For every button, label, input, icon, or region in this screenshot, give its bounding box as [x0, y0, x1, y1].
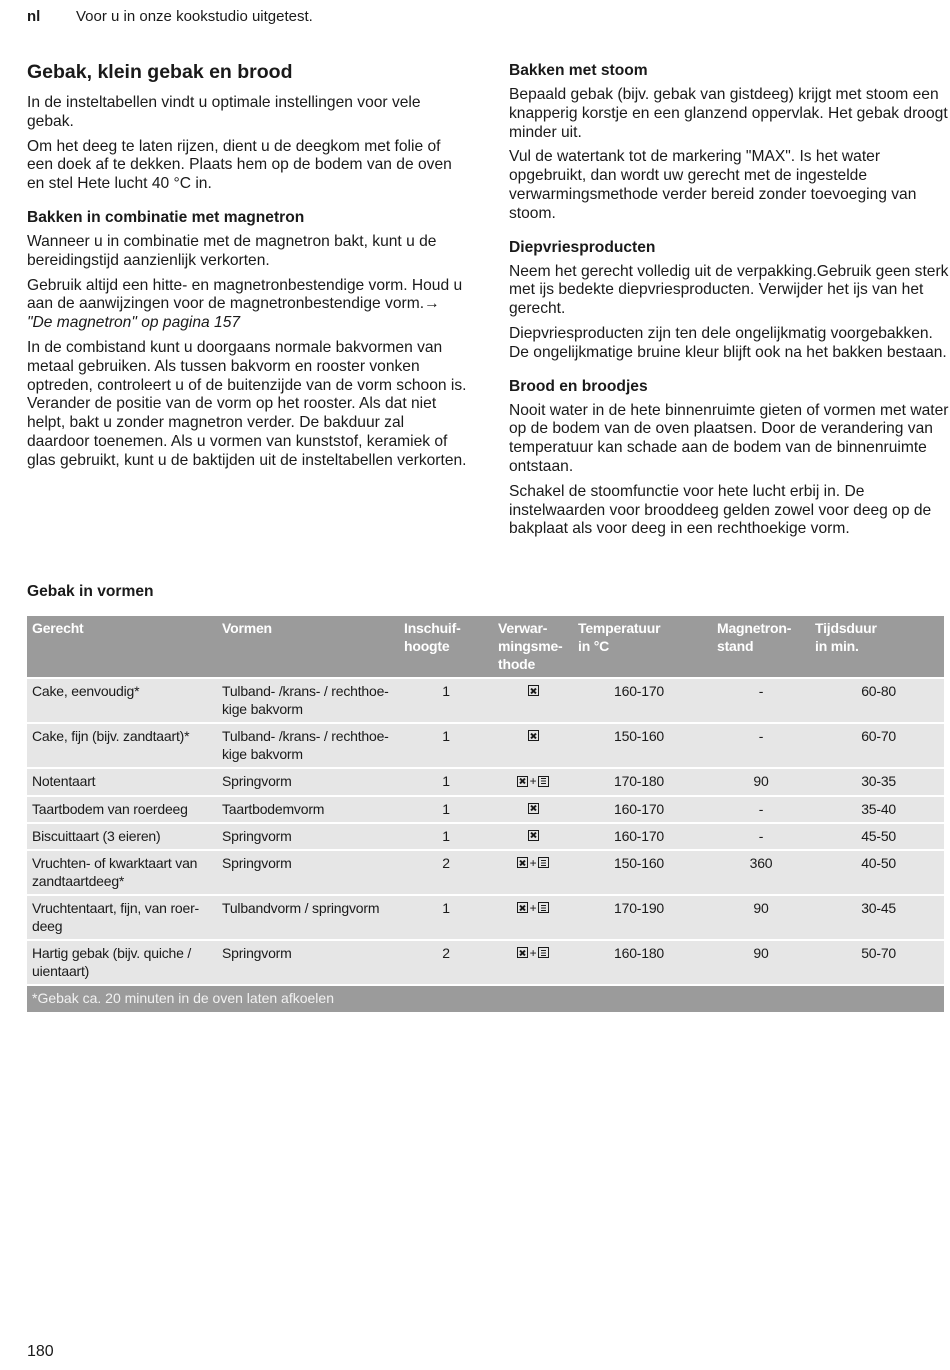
table-footnote: *Gebak ca. 20 minuten in de oven laten afkoelen	[27, 985, 944, 1012]
arrow-icon: →	[424, 295, 440, 313]
table-cell-inschuif: 1	[399, 823, 493, 850]
paragraph: Wanneer u in combinatie met de magnetron bakt, kunt u de bereidingstijd aanzienlijk verkorten.	[27, 232, 437, 269]
paragraph: Om het deeg te laten rijzen, dient u de deegkom met folie of een doek af te dekken. Plaats hem op de bodem van de oven en stel Hete lucht 40 °C in.	[27, 137, 452, 193]
table-cell-inschuif: 1	[399, 796, 493, 823]
settings-table	[27, 616, 944, 1012]
table-cell-tijd: 30-45	[810, 895, 944, 940]
microwave-icon	[538, 857, 549, 868]
heating-mode	[528, 830, 539, 841]
table-cell-inschuif: 1	[399, 768, 493, 796]
column-header: Tijdsduur in min.	[810, 616, 944, 678]
left-column	[27, 58, 467, 477]
table-cell-magnetron: -	[712, 678, 810, 723]
subheading-magnetron: Bakken in combinatie met magnetron	[27, 208, 305, 226]
convection-fan-icon	[528, 685, 539, 696]
table-row	[27, 796, 944, 823]
table-cell-vormen: Tulbandvorm / springvorm	[217, 895, 399, 940]
table-row	[27, 850, 944, 895]
table-cell-vormen: Taartbodemvorm	[217, 796, 399, 823]
table-cell-tijd: 35-40	[810, 796, 944, 823]
convection-fan-icon	[528, 830, 539, 841]
table-row	[27, 723, 944, 768]
table-row	[27, 768, 944, 796]
microwave-icon	[538, 776, 549, 787]
table-row	[27, 940, 944, 985]
column-header: Temperatuur in °C	[573, 616, 712, 678]
table-row	[27, 823, 944, 850]
table-cell-tijd: 30-35	[810, 768, 944, 796]
paragraph: Vul de watertank tot de markering "MAX". Is het water opgebruikt, dan wordt uw gerecht met de ingestelde verwarmingsmethode verder bereid zonder toevoeging van stoom.	[509, 148, 917, 222]
table-cell-temp: 160-180	[573, 940, 712, 985]
convection-fan-icon	[528, 803, 539, 814]
table-cell-inschuif: 2	[399, 850, 493, 895]
heating-mode	[517, 944, 550, 962]
table-cell-temp: 160-170	[573, 823, 712, 850]
heating-mode	[528, 730, 539, 741]
table-footnote-row	[27, 985, 944, 1012]
convection-fan-icon	[517, 857, 528, 868]
convection-fan-icon	[517, 902, 528, 913]
table-row	[27, 895, 944, 940]
plus-sign: +	[529, 774, 537, 788]
convection-fan-icon	[517, 776, 528, 787]
heating-mode-cell	[493, 723, 573, 768]
column-header: Vormen	[217, 616, 399, 678]
heating-mode-cell	[493, 678, 573, 723]
plus-sign: +	[529, 945, 537, 960]
table-cell-vormen: Springvorm	[217, 850, 399, 895]
table-cell-gerecht: Taartbodem van roerdeeg	[27, 796, 217, 823]
table-cell-magnetron: 360	[712, 850, 810, 895]
plus-sign: +	[529, 855, 537, 870]
table-cell-inschuif: 1	[399, 678, 493, 723]
table-title: Gebak in vormen	[27, 583, 154, 600]
column-header: Verwar- mingsme- thode	[493, 616, 573, 678]
subheading-diepvries: Diepvriesproducten	[509, 238, 656, 256]
table-cell-temp: 150-160	[573, 723, 712, 768]
paragraph-text: Gebruik altijd een hitte- en magnetronbestendige vorm. Houd u aan de aanwijzingen voor de magnetronbestendige vorm.	[27, 276, 463, 313]
table-cell-gerecht: Cake, eenvoudig*	[27, 678, 217, 723]
table-body	[27, 678, 944, 985]
table-cell-gerecht: Vruchtentaart, fijn, van roer-deeg	[27, 895, 217, 940]
table-cell-gerecht: Biscuittaart (3 eieren)	[27, 823, 217, 850]
heating-mode-cell	[493, 895, 573, 940]
paragraph: Schakel de stoomfunctie voor hete lucht erbij in. De instelwaarden voor brooddeeg gelden zowel voor deeg op de bakplaat als voor deeg in een rechthoekige vorm.	[509, 482, 932, 538]
heating-mode-cell	[493, 823, 573, 850]
subheading-stoom: Bakken met stoom	[509, 62, 648, 79]
table-cell-temp: 160-170	[573, 678, 712, 723]
paragraph: In de combistand kunt u doorgaans normale bakvormen van metaal gebruiken. Als tussen bakvorm en rooster vonken optreden, controleert u of de buitenzijde van de vorm schoon is. Verander de positie van de vorm op het rooster. Als dat niet helpt, bakt u zonder magnetron verder. De bakduur zal daardoor toenemen. Als u vormen van kunststof, keramiek of glas gebruikt, kunt u de baktijden uit de insteltabellen verkorten.	[27, 338, 467, 469]
table-cell-temp: 170-180	[573, 768, 712, 796]
table-cell-gerecht: Hartig gebak (bijv. quiche / uientaart)	[27, 940, 217, 985]
table-cell-inschuif: 2	[399, 940, 493, 985]
right-column	[509, 58, 949, 545]
page-number: 180	[27, 1343, 54, 1360]
table-cell-magnetron: -	[712, 723, 810, 768]
paragraph: Diepvriesproducten zijn ten dele ongelijkmatig voorgebakken. De ongelijkmatige bruine kleur blijft ook na het bakken bestaan.	[509, 324, 947, 361]
table-cell-magnetron: -	[712, 796, 810, 823]
table-cell-tijd: 40-50	[810, 850, 944, 895]
column-header: Inschuif- hoogte	[399, 616, 493, 678]
table-cell-temp: 160-170	[573, 796, 712, 823]
column-header: Magnetron- stand	[712, 616, 810, 678]
language-code: nl	[27, 8, 41, 25]
table-cell-vormen: Tulband- /krans- / rechthoe-kige bakvorm	[217, 723, 399, 768]
column-header: Gerecht	[27, 616, 217, 678]
table-cell-gerecht: Cake, fijn (bijv. zandtaart)*	[27, 723, 217, 768]
heating-mode	[528, 685, 539, 696]
table-cell-tijd: 45-50	[810, 823, 944, 850]
heating-mode-cell	[493, 850, 573, 895]
table-cell-magnetron: 90	[712, 940, 810, 985]
table-cell-gerecht: Notentaart	[27, 768, 217, 796]
plus-sign: +	[529, 900, 537, 915]
table-cell-gerecht: Vruchten- of kwarktaart van zandtaartdeeg*	[27, 850, 217, 895]
paragraph	[27, 277, 467, 333]
table-cell-vormen: Springvorm	[217, 940, 399, 985]
page-header	[27, 8, 313, 25]
convection-fan-icon	[517, 947, 528, 958]
table-cell-inschuif: 1	[399, 895, 493, 940]
table-cell-inschuif: 1	[399, 723, 493, 768]
table-cell-magnetron: -	[712, 823, 810, 850]
paragraph: Bepaald gebak (bijv. gebak van gistdeeg) krijgt met stoom een knapperig korstje en een glanzend oppervlak. Het gebak droogt minder uit.	[509, 86, 948, 141]
paragraph: Neem het gerecht volledig uit de verpakking.Gebruik geen sterk met ijs bedekte diepvriesproducten. Verwijder het ijs van het gerecht.	[509, 262, 949, 318]
table-cell-magnetron: 90	[712, 895, 810, 940]
table-cell-vormen: Springvorm	[217, 768, 399, 796]
heating-mode	[517, 854, 550, 872]
heating-mode	[517, 772, 550, 790]
table-header-row	[27, 616, 944, 678]
microwave-icon	[538, 947, 549, 958]
microwave-icon	[538, 902, 549, 913]
table-cell-vormen: Springvorm	[217, 823, 399, 850]
table-cell-tijd: 60-80	[810, 678, 944, 723]
paragraph: In de insteltabellen vindt u optimale instellingen voor vele gebak.	[27, 94, 421, 130]
heating-mode-cell	[493, 940, 573, 985]
table-cell-temp: 150-160	[573, 850, 712, 895]
table-cell-temp: 170-190	[573, 895, 712, 940]
table-cell-tijd: 60-70	[810, 723, 944, 768]
subheading-brood: Brood en broodjes	[509, 377, 648, 395]
section-title: Gebak, klein gebak en brood	[27, 61, 293, 83]
header-tagline: Voor u in onze kookstudio uitgetest.	[76, 8, 313, 25]
table-cell-vormen: Tulband- /krans- / rechthoe-kige bakvorm	[217, 678, 399, 723]
page-reference-link[interactable]: "De magnetron" op pagina 157	[27, 314, 241, 332]
heating-mode-cell	[493, 768, 573, 796]
table-cell-magnetron: 90	[712, 768, 810, 796]
heating-mode	[528, 803, 539, 814]
paragraph: Nooit water in de hete binnenruimte gieten of vormen met water op de bodem van de oven plaatsen. Door de verandering van temperatuur kan schade aan de bodem van de binnenruimte ontstaan.	[509, 401, 949, 475]
table-row	[27, 678, 944, 723]
table-cell-tijd: 50-70	[810, 940, 944, 985]
heating-mode-cell	[493, 796, 573, 823]
convection-fan-icon	[528, 730, 539, 741]
heating-mode	[517, 899, 550, 917]
